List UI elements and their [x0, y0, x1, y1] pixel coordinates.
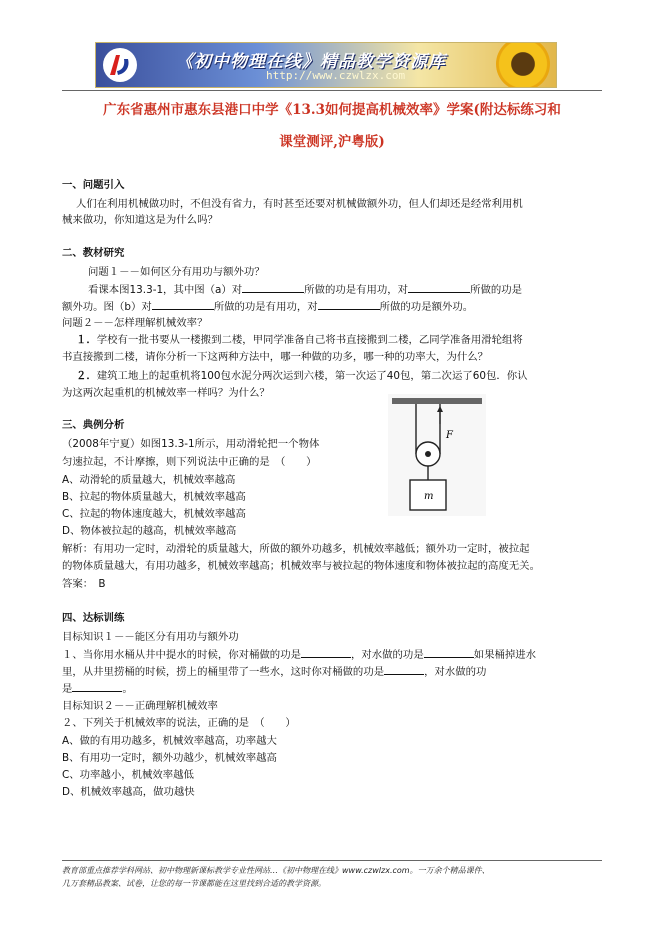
footer-rule — [62, 860, 602, 861]
example-answer: 答案： B — [62, 578, 106, 590]
blank[interactable] — [424, 647, 474, 658]
blank[interactable] — [72, 681, 122, 692]
exercise-2-option-b: B、有用功一定时，额外功越少，机械效率越高 — [62, 752, 277, 764]
section-1-heading: 一、问题引入 — [62, 179, 125, 191]
section-1-paragraph-line-2: 械来做功，你知道这是为什么吗？ — [62, 214, 218, 226]
banner-title: 《初中物理在线》精品教学资源库 — [176, 52, 446, 72]
site-banner — [95, 42, 557, 88]
item-2-line-1: ２．建筑工地上的起重机将100包水泥分两次运到六楼，第一次运了40包，第二次运了60包．你认 — [76, 370, 528, 382]
option-d: D、物体被拉起的越高，机械效率越高 — [62, 525, 237, 537]
header-rule — [62, 90, 602, 91]
item-1-line-1: １．学校有一批书要从一楼搬到二楼，甲同学准备自己将书直接搬到二楼，乙同学准备用滑轮组将 — [76, 334, 523, 346]
item-1-line-2: 书直接搬到二楼，请你分析一下这两种方法中，哪一种做的功多，哪一种的功率大，为什么？ — [62, 351, 489, 363]
option-b: B、拉起的物体质量越大，机械效率越高 — [62, 491, 246, 503]
example-question-line-1: （2008年宁夏）如图13.3-1所示，用动滑轮把一个物体 — [62, 438, 320, 450]
analysis-line-1: 解析：有用功一定时，动滑轮的质量越大，所做的额外功越多，机械效率越低；额外功一定时，被拉起 — [62, 543, 530, 555]
blank[interactable] — [242, 282, 304, 293]
exercise-2-option-c: C、功率越小，机械效率越低 — [62, 769, 194, 781]
option-c: C、拉起的物体速度越大，机械效率越高 — [62, 508, 246, 520]
exercise-2-option-d: D、机械效率越高，做功越快 — [62, 786, 195, 798]
pulley-figure — [388, 394, 486, 516]
exercise-2: ２、下列关于机械效率的说法，正确的是 （ ） — [62, 717, 296, 729]
item-2-line-2: 为这两次起重机的机械效率一样吗？为什么？ — [62, 387, 270, 399]
mass-label: m — [424, 491, 434, 502]
section-3-heading: 三、典例分析 — [62, 419, 125, 431]
analysis-line-2: 的物体质量越大，有用功越多，机械效率越高；机械效率与被拉起的物体速度和物体被拉起的高度无关。 — [62, 560, 540, 572]
blank[interactable] — [318, 299, 380, 310]
section-1-paragraph-line-1: 人们在利用机械做功时，不但没有省力，有时甚至还要对机械做额外功，但人们却还是经常利用机 — [76, 198, 523, 210]
exercise-1-line-1: １、当你用水桶从井中提水的时候，你对桶做的功是 ，对水做的功是 如果桶掉进水 — [62, 649, 537, 661]
question-2: 问题２－－怎样理解机械效率？ — [62, 317, 208, 329]
ceiling-beam — [392, 398, 482, 404]
blank[interactable] — [152, 299, 214, 310]
footer-line-1: 教育部重点推荐学科网站、初中物理新课标教学专业性网站…《初中物理在线》www.czwlzx.com。一万余个精品课件、 — [62, 866, 490, 875]
title-line-2: 课堂测评,沪粤版) — [279, 134, 385, 150]
goal-2: 目标知识２－－正确理解机械效率 — [62, 700, 218, 712]
blank[interactable] — [301, 647, 351, 658]
question-1: 问题１－－如何区分有用功与额外功？ — [88, 266, 265, 278]
blank[interactable] — [384, 664, 424, 675]
force-label: F — [446, 430, 453, 441]
reading-task-line-2: 额外功。图（b）对 所做的功是有用功，对 所做的功是额外功。 — [62, 301, 474, 313]
section-2-heading: 二、教材研究 — [62, 247, 125, 259]
reading-task-line-1: 看课本图13.3-1，其中图（a）对 所做的功是有用功，对 所做的功是 — [88, 284, 523, 296]
exercise-2-option-a: A、做的有用功越多，机械效率越高，功率越大 — [62, 735, 277, 747]
banner-url[interactable]: http://www.czwlzx.com — [266, 69, 406, 82]
footer-line-2: 几万套精品教案、试卷，让您的每一节课都能在这里找到合适的教学资源。 — [62, 879, 326, 888]
exercise-1-line-3: 是 。 — [62, 683, 133, 695]
section-4-heading: 四、达标训练 — [62, 612, 125, 624]
sunflower-icon — [496, 42, 550, 88]
goal-1: 目标知识１－－能区分有用功与额外功 — [62, 631, 239, 643]
page-title — [62, 94, 602, 158]
option-a: A、动滑轮的质量越大，机械效率越高 — [62, 474, 236, 486]
title-line-1: 广东省惠州市惠东县港口中学《13.3如何提高机械效率》学案(附达标练习和 — [103, 102, 561, 118]
site-logo-icon — [102, 47, 138, 83]
example-question-line-2: 匀速拉起，不计摩擦，则下列说法中正确的是 （ ） — [62, 456, 317, 468]
exercise-1-line-2: 里，从井里捞桶的时候，捞上的桶里带了一些水，这时你对桶做的功是 ，对水做的功 — [62, 666, 487, 678]
blank[interactable] — [408, 282, 470, 293]
